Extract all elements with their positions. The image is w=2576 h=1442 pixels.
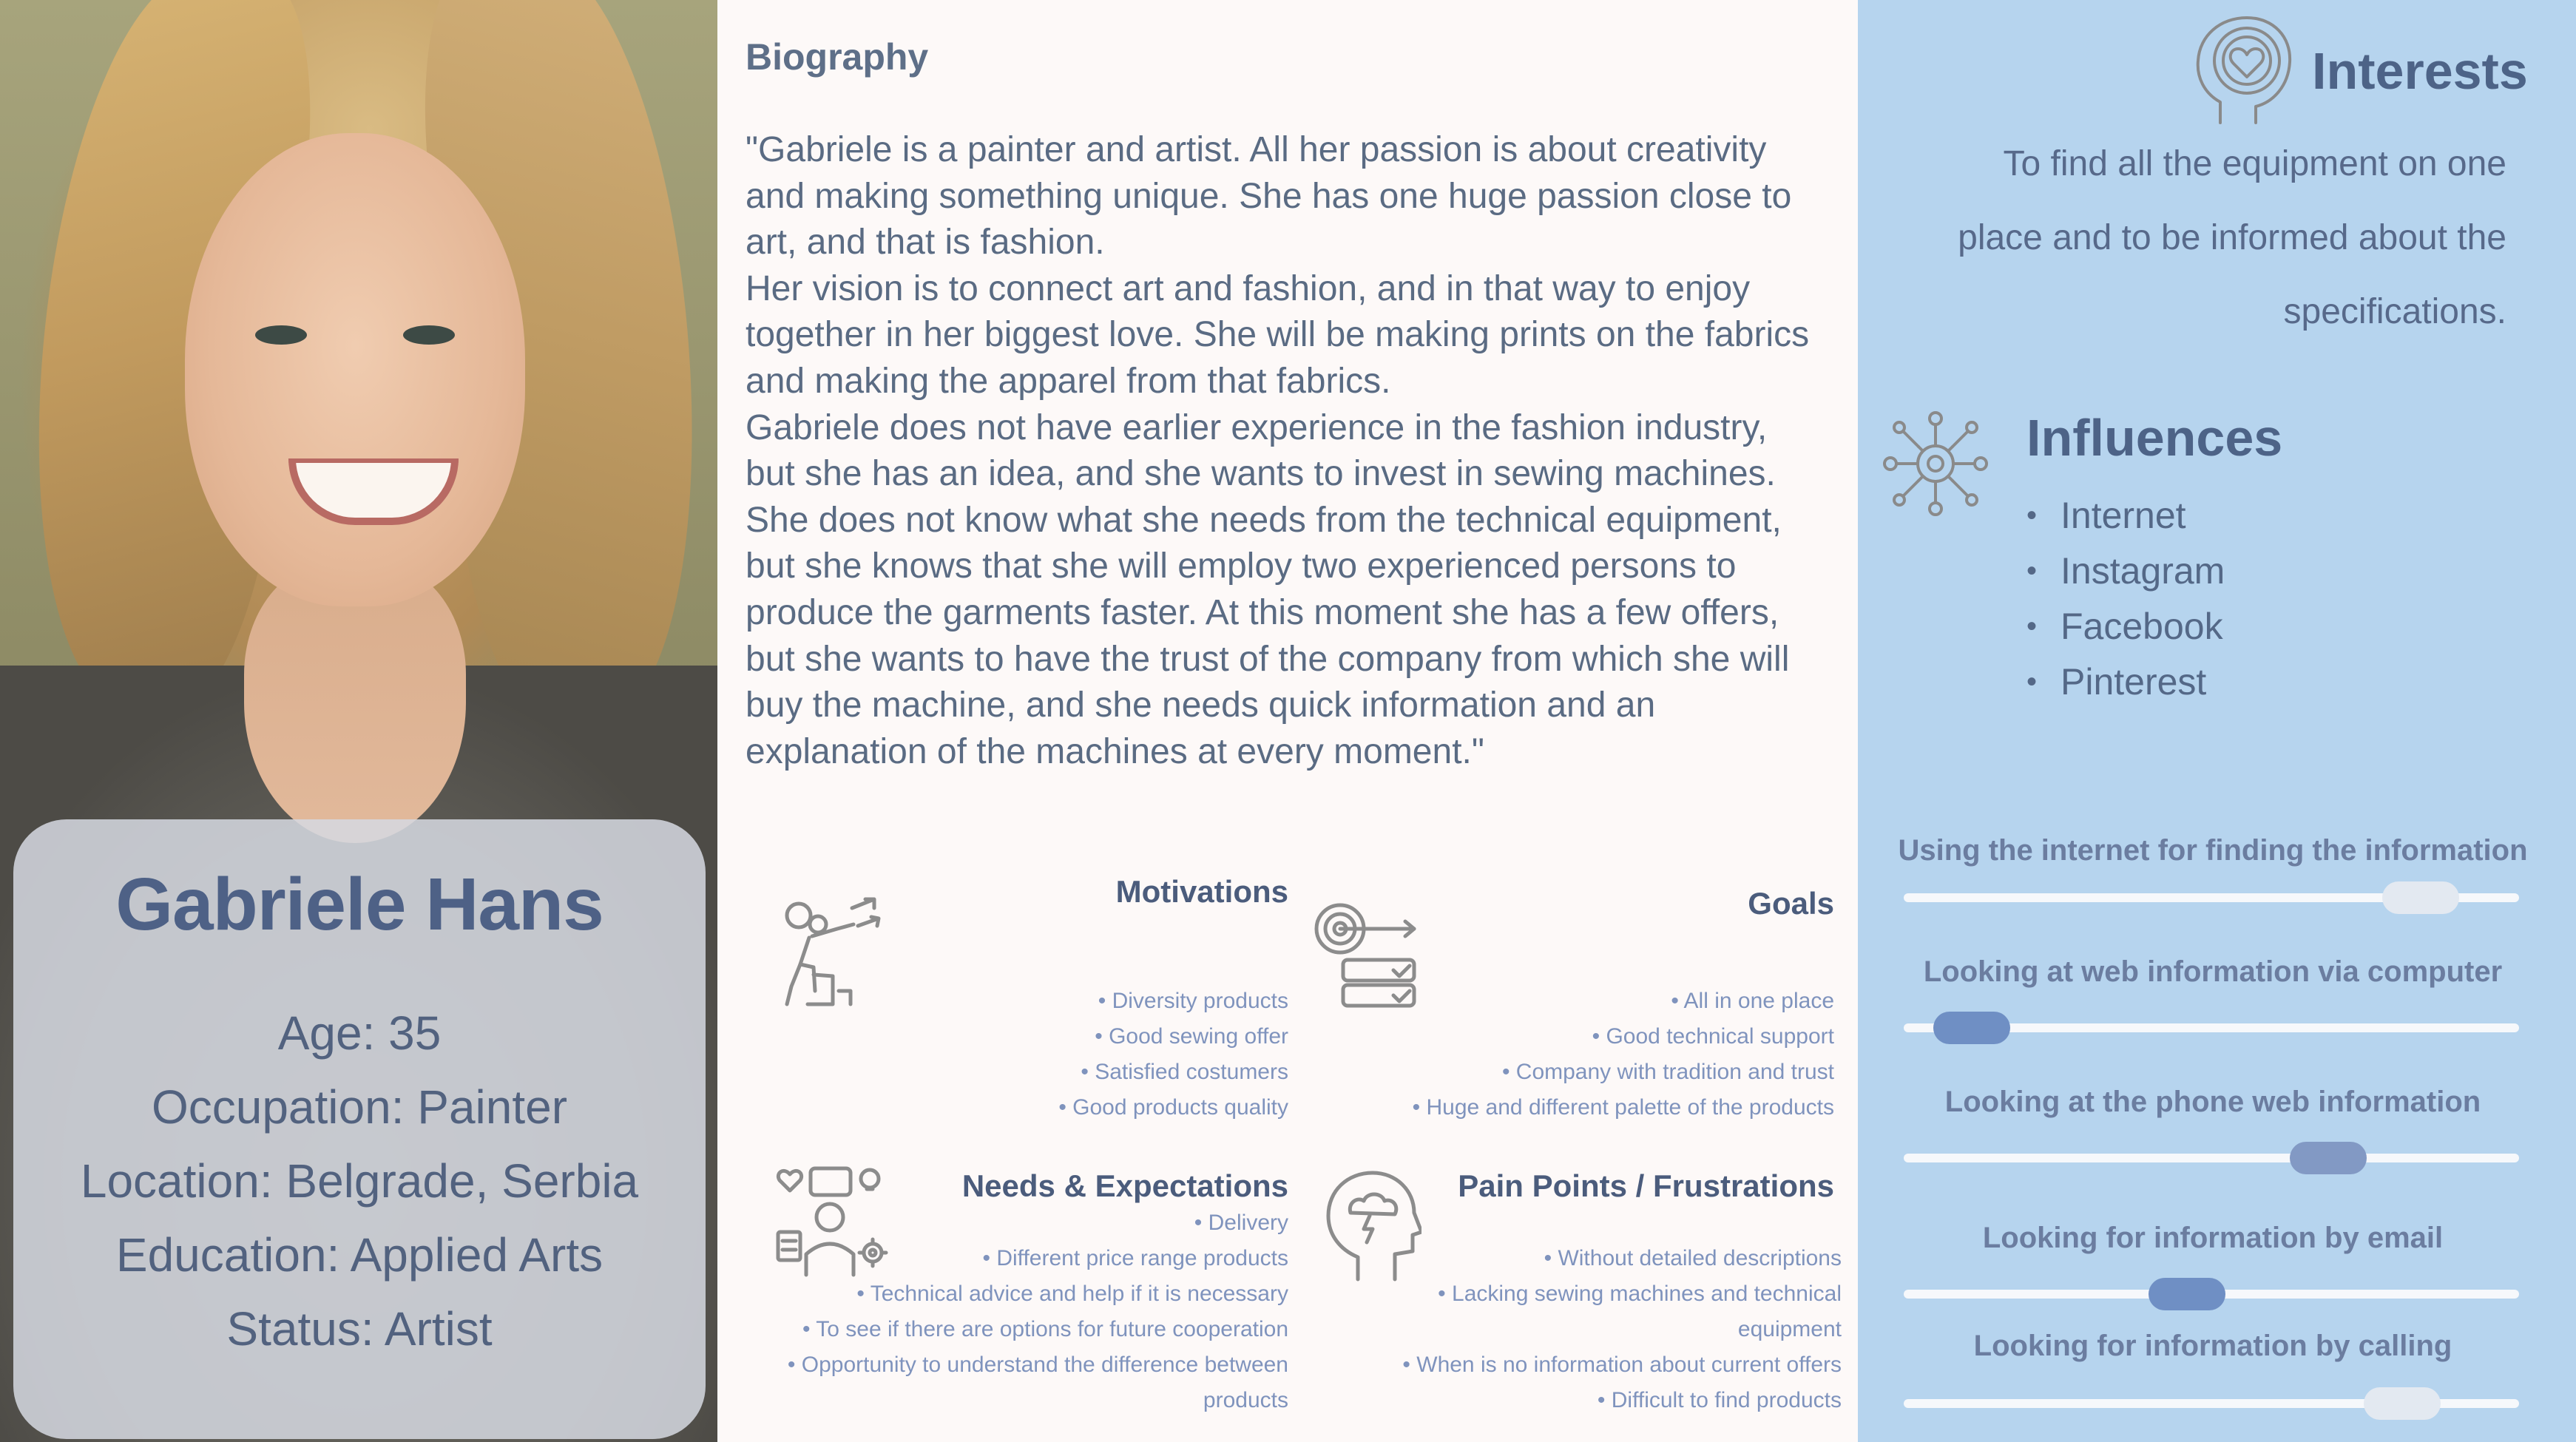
head-heart-icon (2191, 15, 2294, 126)
biography-paragraph: "Gabriele is a painter and artist. All her passion is about creativity and making something unique. She has one huge passion close to art, and that is fashion. (746, 130, 1792, 263)
slider-phone-web[interactable] (1904, 1154, 2519, 1162)
person-climbing-icon (771, 893, 889, 1012)
profile-card (13, 819, 706, 1439)
goals-list (1413, 984, 1834, 1125)
list-item: • Company with tradition and trust (1413, 1055, 1834, 1090)
list-item: • Huge and different palette of the products (1413, 1090, 1834, 1125)
middle-panel (717, 0, 1858, 1442)
list-item: • Good sewing offer (1058, 1019, 1288, 1055)
pain-points-title: Pain Points / Frustrations (1458, 1168, 1834, 1203)
needs-list (785, 1205, 1288, 1418)
interests-text: To find all the equipment on one place and to be informed about the specifications. (1958, 144, 2506, 331)
target-checklist-icon (1311, 896, 1429, 1015)
persona-photo (0, 0, 717, 1442)
needs-title: Needs & Expectations (961, 1168, 1288, 1203)
persona-education: Education: Applied Arts (115, 1228, 604, 1282)
slider-email[interactable] (1904, 1290, 2519, 1299)
slider-calling[interactable] (1904, 1399, 2519, 1408)
persona-age: Age: 35 (277, 1006, 442, 1060)
influences-title: Influences (2026, 409, 2283, 467)
list-item: • Good products quality (1058, 1090, 1288, 1125)
list-item: • Pinterest (2026, 654, 2225, 710)
interests-title: Interests (2312, 42, 2528, 100)
list-item: • Lacking sewing machines and technical equipment (1383, 1276, 1842, 1347)
slider-thumb[interactable] (1933, 1012, 2010, 1044)
persona-status: Status: Artist (226, 1302, 493, 1355)
list-item: • Without detailed descriptions (1383, 1241, 1842, 1276)
list-item: • Delivery (785, 1205, 1288, 1241)
biography-title: Biography (746, 36, 929, 78)
list-item: • Difficult to find products (1383, 1383, 1842, 1418)
slider-label: Using the internet for finding the information (1898, 834, 2528, 867)
list-item: • Opportunity to understand the difference between products (785, 1347, 1288, 1418)
photo-face (185, 133, 525, 606)
network-gear-icon (1880, 408, 1991, 519)
slider-label: Looking for information by email (1982, 1222, 2444, 1254)
goals-title: Goals (1748, 886, 1834, 921)
list-item: • Different price range products (785, 1241, 1288, 1276)
right-panel (1858, 0, 2576, 1442)
photo-eye-left (255, 325, 307, 345)
biography-paragraph: Her vision is to connect art and fashion, and in that way to enjoy together in her biggest love. She will be making prints on the fabrics and making the apparel from that fabrics. (746, 268, 1810, 401)
list-item: • Satisfied costumers (1058, 1055, 1288, 1090)
biography-paragraph: Gabriele does not have earlier experience in the fashion industry, but she has an idea, and she wants to invest in sewing machines. (746, 407, 1776, 494)
persona-occupation: Occupation: Painter (151, 1080, 568, 1134)
slider-thumb[interactable] (2364, 1387, 2441, 1420)
motivations-list (1058, 984, 1288, 1125)
photo-eye-right (403, 325, 455, 345)
slider-thumb[interactable] (2382, 881, 2459, 914)
list-item: • Technical advice and help if it is necessary (785, 1276, 1288, 1312)
slider-label: Looking for information by calling (1973, 1330, 2452, 1362)
list-item: • Facebook (2026, 599, 2225, 654)
pain-points-list (1383, 1241, 1842, 1418)
list-item: • Instagram (2026, 544, 2225, 599)
slider-label: Looking at the phone web information (1944, 1086, 2481, 1118)
motivations-title: Motivations (1115, 874, 1288, 909)
slider-web-computer[interactable] (1904, 1023, 2519, 1032)
list-item: • Good technical support (1413, 1019, 1834, 1055)
biography-paragraph: She does not know what she needs from the technical equipment, but she knows that she will employ two experienced persons to produce the garments faster. At this moment she has a few offers, but she wants to have the trust of the company from which she will buy the machine, and she needs quick information and an explanation of the machines at every moment." (746, 500, 1790, 771)
persona-location: Location: Belgrade, Serbia (80, 1154, 639, 1208)
slider-label: Looking at web information via computer (1923, 955, 2503, 988)
persona-name: Gabriele Hans (115, 863, 604, 946)
slider-internet-search[interactable] (1904, 893, 2519, 902)
biography-text (746, 127, 1825, 775)
list-item: • When is no information about current offers (1383, 1347, 1842, 1383)
list-item: • To see if there are options for future cooperation (785, 1312, 1288, 1347)
list-item: • Diversity products (1058, 984, 1288, 1019)
slider-thumb[interactable] (2149, 1278, 2225, 1310)
list-item: • Internet (2026, 488, 2225, 544)
list-item: • All in one place (1413, 984, 1834, 1019)
influences-list (2026, 488, 2225, 710)
slider-thumb[interactable] (2290, 1142, 2367, 1174)
